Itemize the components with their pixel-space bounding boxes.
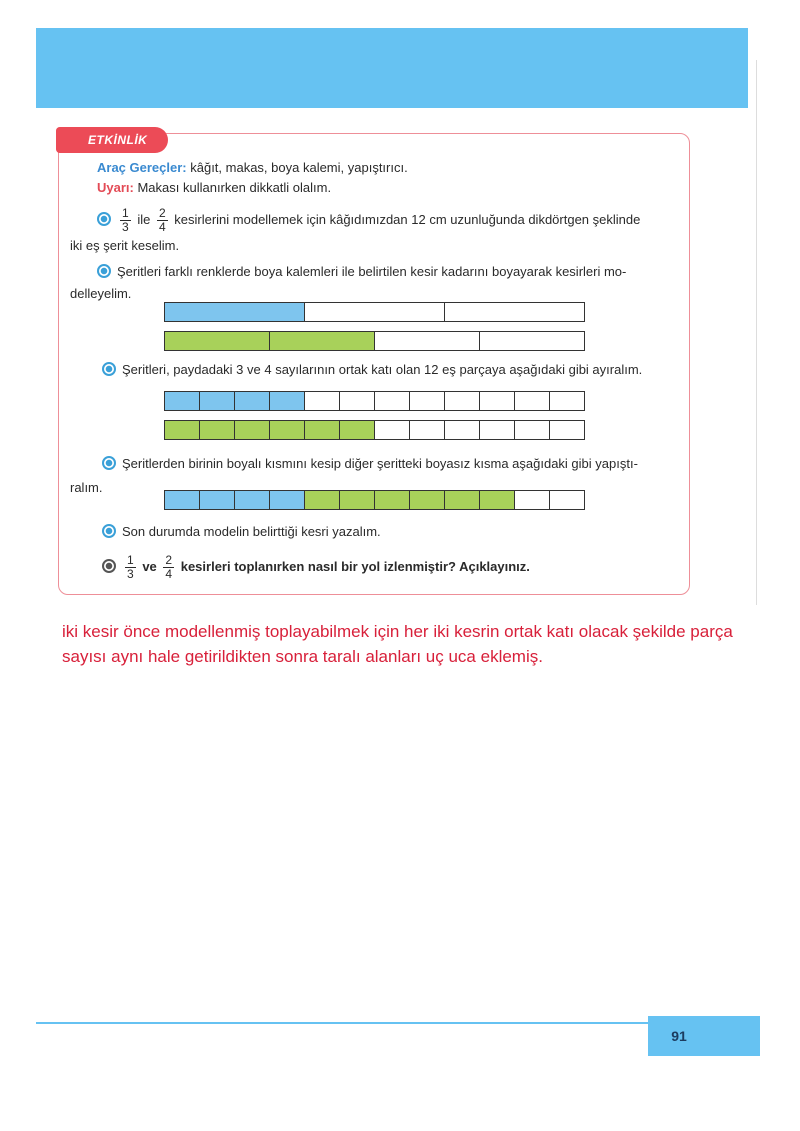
step1-text: kesirlerini modellemek için kâğıdımızdan 12 cm uzunluğunda dikdörtgen şeklinde — [174, 212, 641, 227]
strip-segment — [305, 421, 340, 439]
step2-cont: delleyelim. — [70, 286, 132, 301]
strip-twelfths-green — [164, 420, 585, 440]
warning-text: Makası kullanırken dikkatli olalım. — [133, 180, 332, 195]
tools-label: Araç Gereçler: — [97, 160, 187, 175]
strip-segment — [270, 332, 375, 350]
strip-segment — [270, 392, 305, 410]
strip-segment — [445, 421, 480, 439]
question-bullet-icon — [102, 559, 116, 573]
fraction-two-quarters: $\frac{2}{4}$ — [165, 553, 173, 582]
strip-thirds — [164, 302, 585, 322]
step1-connector: ile — [137, 212, 151, 227]
strip-segment — [165, 392, 200, 410]
strip-segment — [550, 491, 584, 509]
strip-segment — [410, 421, 445, 439]
step-bullet-icon — [102, 362, 116, 376]
strip-segment — [270, 491, 305, 509]
tools-line — [97, 160, 408, 176]
strip-segment — [550, 421, 584, 439]
step3-line — [102, 362, 642, 378]
step-bullet-icon — [97, 212, 111, 226]
step-bullet-icon — [102, 456, 116, 470]
strip-segment — [375, 332, 480, 350]
strip-segment — [515, 421, 550, 439]
strip-segment — [165, 303, 305, 321]
strip-segment — [305, 491, 340, 509]
margin-rule — [756, 60, 757, 605]
step-bullet-icon — [97, 264, 111, 278]
strip-segment — [165, 421, 200, 439]
strip-twelfths-blue — [164, 391, 585, 411]
footer-rule — [36, 1022, 648, 1024]
step4-text: Şeritlerden birinin boyalı kısmını kesip diğer şeritteki boyasız kısma aşağıdaki gibi yapıştı- — [122, 456, 638, 471]
strip-segment — [270, 421, 305, 439]
strip-segment — [375, 421, 410, 439]
strip-segment — [515, 491, 550, 509]
step4-cont: ralım. — [70, 480, 103, 495]
strip-segment — [480, 421, 515, 439]
page-number: 91 — [648, 1016, 760, 1056]
strip-segment — [200, 491, 235, 509]
strip-segment — [340, 491, 375, 509]
header-banner — [36, 28, 748, 108]
question-line — [102, 550, 530, 584]
step2-text: Şeritleri farklı renklerde boya kalemleri ile belirtilen kesir kadarını boyayarak kesirleri mo- — [117, 264, 627, 279]
strip-segment — [480, 332, 584, 350]
strip-segment — [340, 392, 375, 410]
strip-segment — [550, 392, 584, 410]
tools-text: kâğıt, makas, boya kalemi, yapıştırıcı. — [186, 160, 408, 175]
strip-segment — [200, 392, 235, 410]
step5-line — [102, 524, 381, 540]
handwritten-answer: iki kesir önce modellenmiş toplayabilmek için her iki kesrin ortak katı olacak şekilde parça sayısı aynı hale getirildikten sonra taralı alanları uç uca eklemiş. — [62, 622, 733, 666]
step2-line — [97, 264, 626, 280]
fraction-one-third: $\frac{1}{3}$ — [127, 553, 134, 582]
strip-quarters — [164, 331, 585, 351]
strip-segment — [445, 392, 480, 410]
step3-text: Şeritleri, paydadaki 3 ve 4 sayılarının ortak katı olan 12 eş parçaya aşağıdaki gibi ayıralım. — [122, 362, 643, 377]
strip-segment — [480, 491, 515, 509]
activity-tag: ETKİNLİK — [56, 127, 168, 153]
strip-segment — [235, 392, 270, 410]
strip-segment — [445, 303, 584, 321]
step-bullet-icon — [102, 524, 116, 538]
strip-segment — [410, 392, 445, 410]
step1-cont: iki eş şerit keselim. — [70, 238, 180, 253]
strip-segment — [375, 392, 410, 410]
strip-segment — [235, 421, 270, 439]
strip-segment — [375, 491, 410, 509]
strip-segment — [165, 332, 270, 350]
warning-line — [97, 180, 331, 196]
step5-text: Son durumda modelin belirttiği kesri yazalım. — [122, 524, 381, 539]
question-connector: ve — [142, 559, 157, 574]
strip-segment — [340, 421, 375, 439]
fraction-two-quarters: $\frac{2}{4}$ — [158, 206, 166, 235]
strip-segment — [305, 303, 445, 321]
warning-label: Uyarı: — [97, 180, 134, 195]
strip-segment — [165, 491, 200, 509]
strip-segment — [445, 491, 480, 509]
strip-segment — [515, 392, 550, 410]
strip-segment — [200, 421, 235, 439]
fraction-one-third: $\frac{1}{3}$ — [122, 206, 129, 235]
step4-line — [102, 456, 638, 472]
strip-combined — [164, 490, 585, 510]
strip-segment — [410, 491, 445, 509]
question-text: kesirleri toplanırken nasıl bir yol izlenmiştir? Açıklayınız. — [180, 559, 530, 574]
strip-segment — [480, 392, 515, 410]
step1-line — [97, 203, 640, 237]
strip-segment — [305, 392, 340, 410]
strip-segment — [235, 491, 270, 509]
